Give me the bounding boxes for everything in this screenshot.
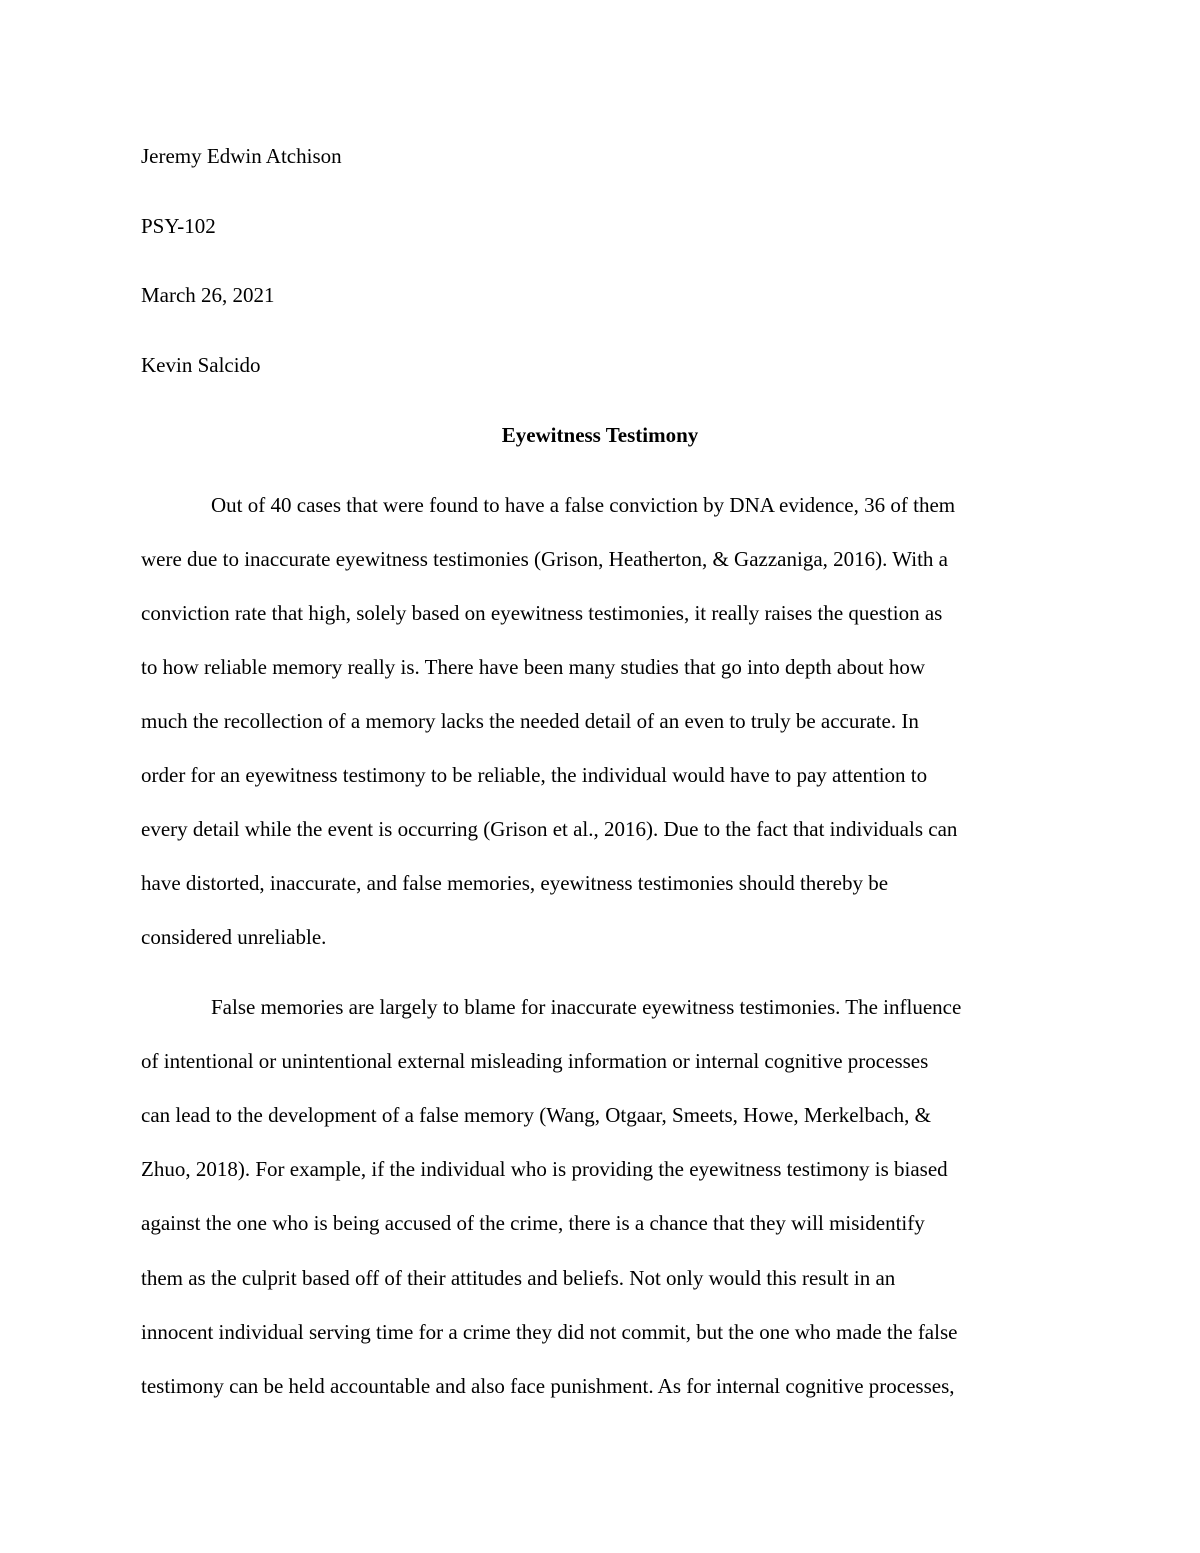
- paragraph-line: much the recollection of a memory lacks the needed detail of an even to truly be accurate. In: [141, 709, 919, 733]
- paragraph-line: have distorted, inaccurate, and false memories, eyewitness testimonies should thereby be: [141, 871, 889, 895]
- paragraph-line: of intentional or unintentional external misleading information or internal cognitive processes: [141, 1049, 929, 1073]
- course-code: PSY-102: [141, 214, 216, 238]
- paragraph-line: to how reliable memory really is. There have been many studies that go into depth about how: [141, 655, 925, 679]
- paragraph-line: testimony can be held accountable and also face punishment. As for internal cognitive processes,: [141, 1374, 955, 1398]
- paragraph-line: can lead to the development of a false memory (Wang, Otgaar, Smeets, Howe, Merkelbach, &: [141, 1103, 931, 1127]
- paragraph-line: False memories are largely to blame for inaccurate eyewitness testimonies. The influence: [211, 995, 962, 1019]
- paragraph-line: them as the culprit based off of their attitudes and beliefs. Not only would this result in an: [141, 1266, 896, 1290]
- document-title: Eyewitness Testimony: [501, 423, 699, 447]
- paragraph-line: against the one who is being accused of the crime, there is a chance that they will misidentify: [141, 1211, 925, 1235]
- paragraph-line: Out of 40 cases that were found to have a false conviction by DNA evidence, 36 of them: [211, 493, 956, 517]
- author-name: Jeremy Edwin Atchison: [141, 144, 342, 168]
- paragraph-line: innocent individual serving time for a crime they did not commit, but the one who made the false: [141, 1320, 958, 1344]
- paragraph-line: every detail while the event is occurring (Grison et al., 2016). Due to the fact that individuals can: [141, 817, 958, 841]
- instructor-name: Kevin Salcido: [141, 353, 261, 377]
- paragraph-line: order for an eyewitness testimony to be reliable, the individual would have to pay attention to: [141, 763, 928, 787]
- paragraph-line: conviction rate that high, solely based on eyewitness testimonies, it really raises the question as: [141, 601, 943, 625]
- paragraph-line: considered unreliable.: [141, 925, 327, 949]
- paragraph-line: Zhuo, 2018). For example, if the individual who is providing the eyewitness testimony is biased: [141, 1157, 948, 1181]
- document-date: March 26, 2021: [141, 283, 275, 307]
- paragraph-line: were due to inaccurate eyewitness testimonies (Grison, Heatherton, & Gazzaniga, 2016). With a: [141, 547, 948, 571]
